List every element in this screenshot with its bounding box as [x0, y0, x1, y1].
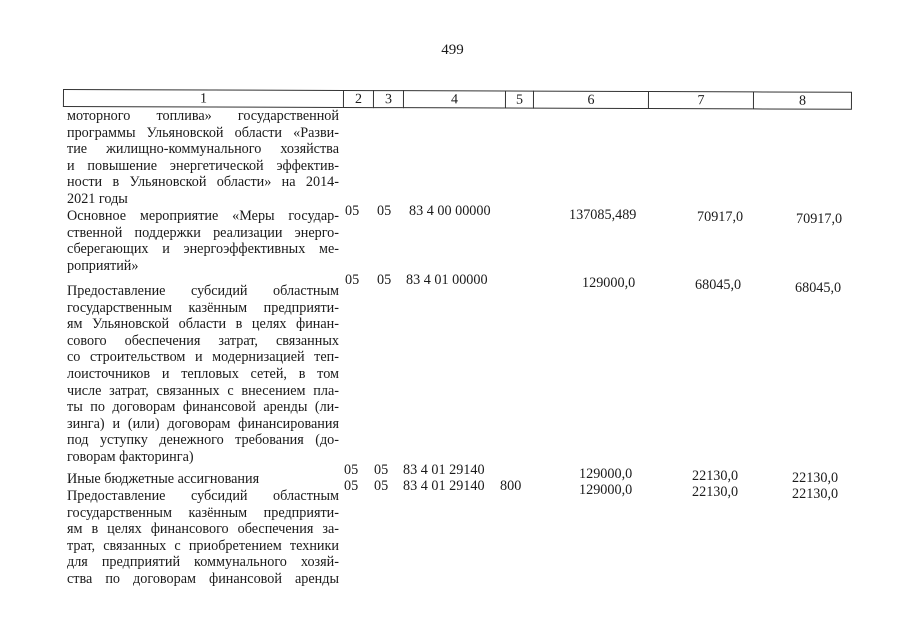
- cell-subsection: 05: [374, 478, 389, 494]
- header-col-2: 2: [343, 90, 373, 108]
- cell-amount-8: 22130,0: [792, 486, 839, 502]
- text-line: сового обеспечения затрат, связанных: [67, 332, 339, 349]
- cell-amount-7: 70917,0: [697, 209, 744, 225]
- other-budget-allocations-text: [67, 471, 339, 488]
- text-line: числе затрат, связанных с внесением пла-: [67, 382, 339, 399]
- cell-target-article: 83 4 00 00000: [409, 203, 491, 219]
- text-line: ства по договорам финансовой аренды: [67, 570, 339, 587]
- text-line: государственным казённым предприяти-: [67, 504, 339, 521]
- cell-amount-7: 22130,0: [692, 468, 739, 484]
- text-line: Предоставление субсидий областным: [67, 283, 339, 299]
- cell-section: 05: [345, 272, 360, 288]
- cell-target-article: 83 4 01 00000: [406, 272, 488, 288]
- header-col-1: 1: [63, 89, 343, 108]
- text-line: ям Ульяновской области в целях финан-: [67, 316, 339, 333]
- cell-target-article: 83 4 01 29140: [403, 478, 485, 494]
- cell-amount-8: 22130,0: [792, 470, 839, 486]
- cell-section: 05: [345, 203, 360, 219]
- cell-expense-type: 800: [500, 478, 522, 494]
- header-col-4: 4: [403, 90, 505, 108]
- subsidy-equipment-text: [67, 488, 339, 588]
- cell-section: 05: [344, 478, 359, 494]
- header-col-5: 5: [505, 91, 533, 109]
- text-line: под уступку денежного требования (до-: [67, 432, 339, 449]
- cell-target-article: 83 4 01 29140: [403, 462, 485, 478]
- text-line: Основное мероприятие «Меры государ-: [67, 208, 339, 224]
- header-col-6: 6: [533, 91, 648, 109]
- text-line: государственным казённым предприяти-: [67, 299, 339, 316]
- cell-amount-8: 70917,0: [796, 211, 843, 227]
- header-col-7: 7: [648, 91, 753, 109]
- subsidy-heat-sources-text: [67, 283, 339, 466]
- text-line: со строительством и модернизацией теп-: [67, 349, 339, 366]
- cell-amount-6: 129000,0: [579, 466, 633, 482]
- cell-amount-7: 68045,0: [695, 277, 742, 293]
- text-line: и повышение энергетической эффектив-: [67, 157, 339, 174]
- page-number: 499: [441, 42, 464, 58]
- text-line: роприятий»: [67, 257, 139, 274]
- cell-amount-6: 137085,489: [569, 207, 637, 223]
- cell-amount-8: 68045,0: [795, 280, 842, 296]
- cell-subsection: 05: [377, 203, 392, 219]
- text-line: ственной поддержки реализации энерго-: [67, 224, 339, 241]
- header-col-3: 3: [373, 90, 403, 108]
- text-line: программы Ульяновской области «Разви-: [67, 124, 339, 141]
- text-line: ям в целях финансового обеспечения за-: [67, 521, 339, 538]
- text-line: для предприятий коммунального хозяй-: [67, 554, 339, 571]
- cell-section: 05: [344, 462, 359, 478]
- program-name-text: [67, 108, 339, 208]
- text-line: зинга) и (или) договорам финансирования: [67, 415, 339, 432]
- text-line: Иные бюджетные ассигнования: [67, 471, 260, 487]
- text-line: моторного топлива» государственной: [67, 108, 339, 124]
- cell-subsection: 05: [377, 272, 392, 288]
- header-col-8: 8: [753, 91, 852, 109]
- text-line: 2021 годы: [67, 190, 128, 207]
- text-line: ности в Ульяновской области» на 2014-: [67, 174, 339, 191]
- cell-amount-6: 129000,0: [582, 275, 636, 291]
- text-line: говорам факторинга): [67, 448, 194, 465]
- text-line: сберегающих и энергоэффективных ме-: [67, 241, 339, 258]
- main-activity-text: [67, 208, 339, 274]
- text-line: лоисточников и тепловых сетей, в том: [67, 365, 339, 382]
- cell-subsection: 05: [374, 462, 389, 478]
- cell-amount-7: 22130,0: [692, 484, 739, 500]
- text-line: трат, связанных с приобретением техники: [67, 537, 339, 554]
- text-line: Предоставление субсидий областным: [67, 488, 339, 504]
- text-line: ты по договорам финансовой аренды (ли-: [67, 399, 339, 416]
- cell-amount-6: 129000,0: [579, 482, 633, 498]
- text-line: тие жилищно-коммунального хозяйства: [67, 141, 339, 158]
